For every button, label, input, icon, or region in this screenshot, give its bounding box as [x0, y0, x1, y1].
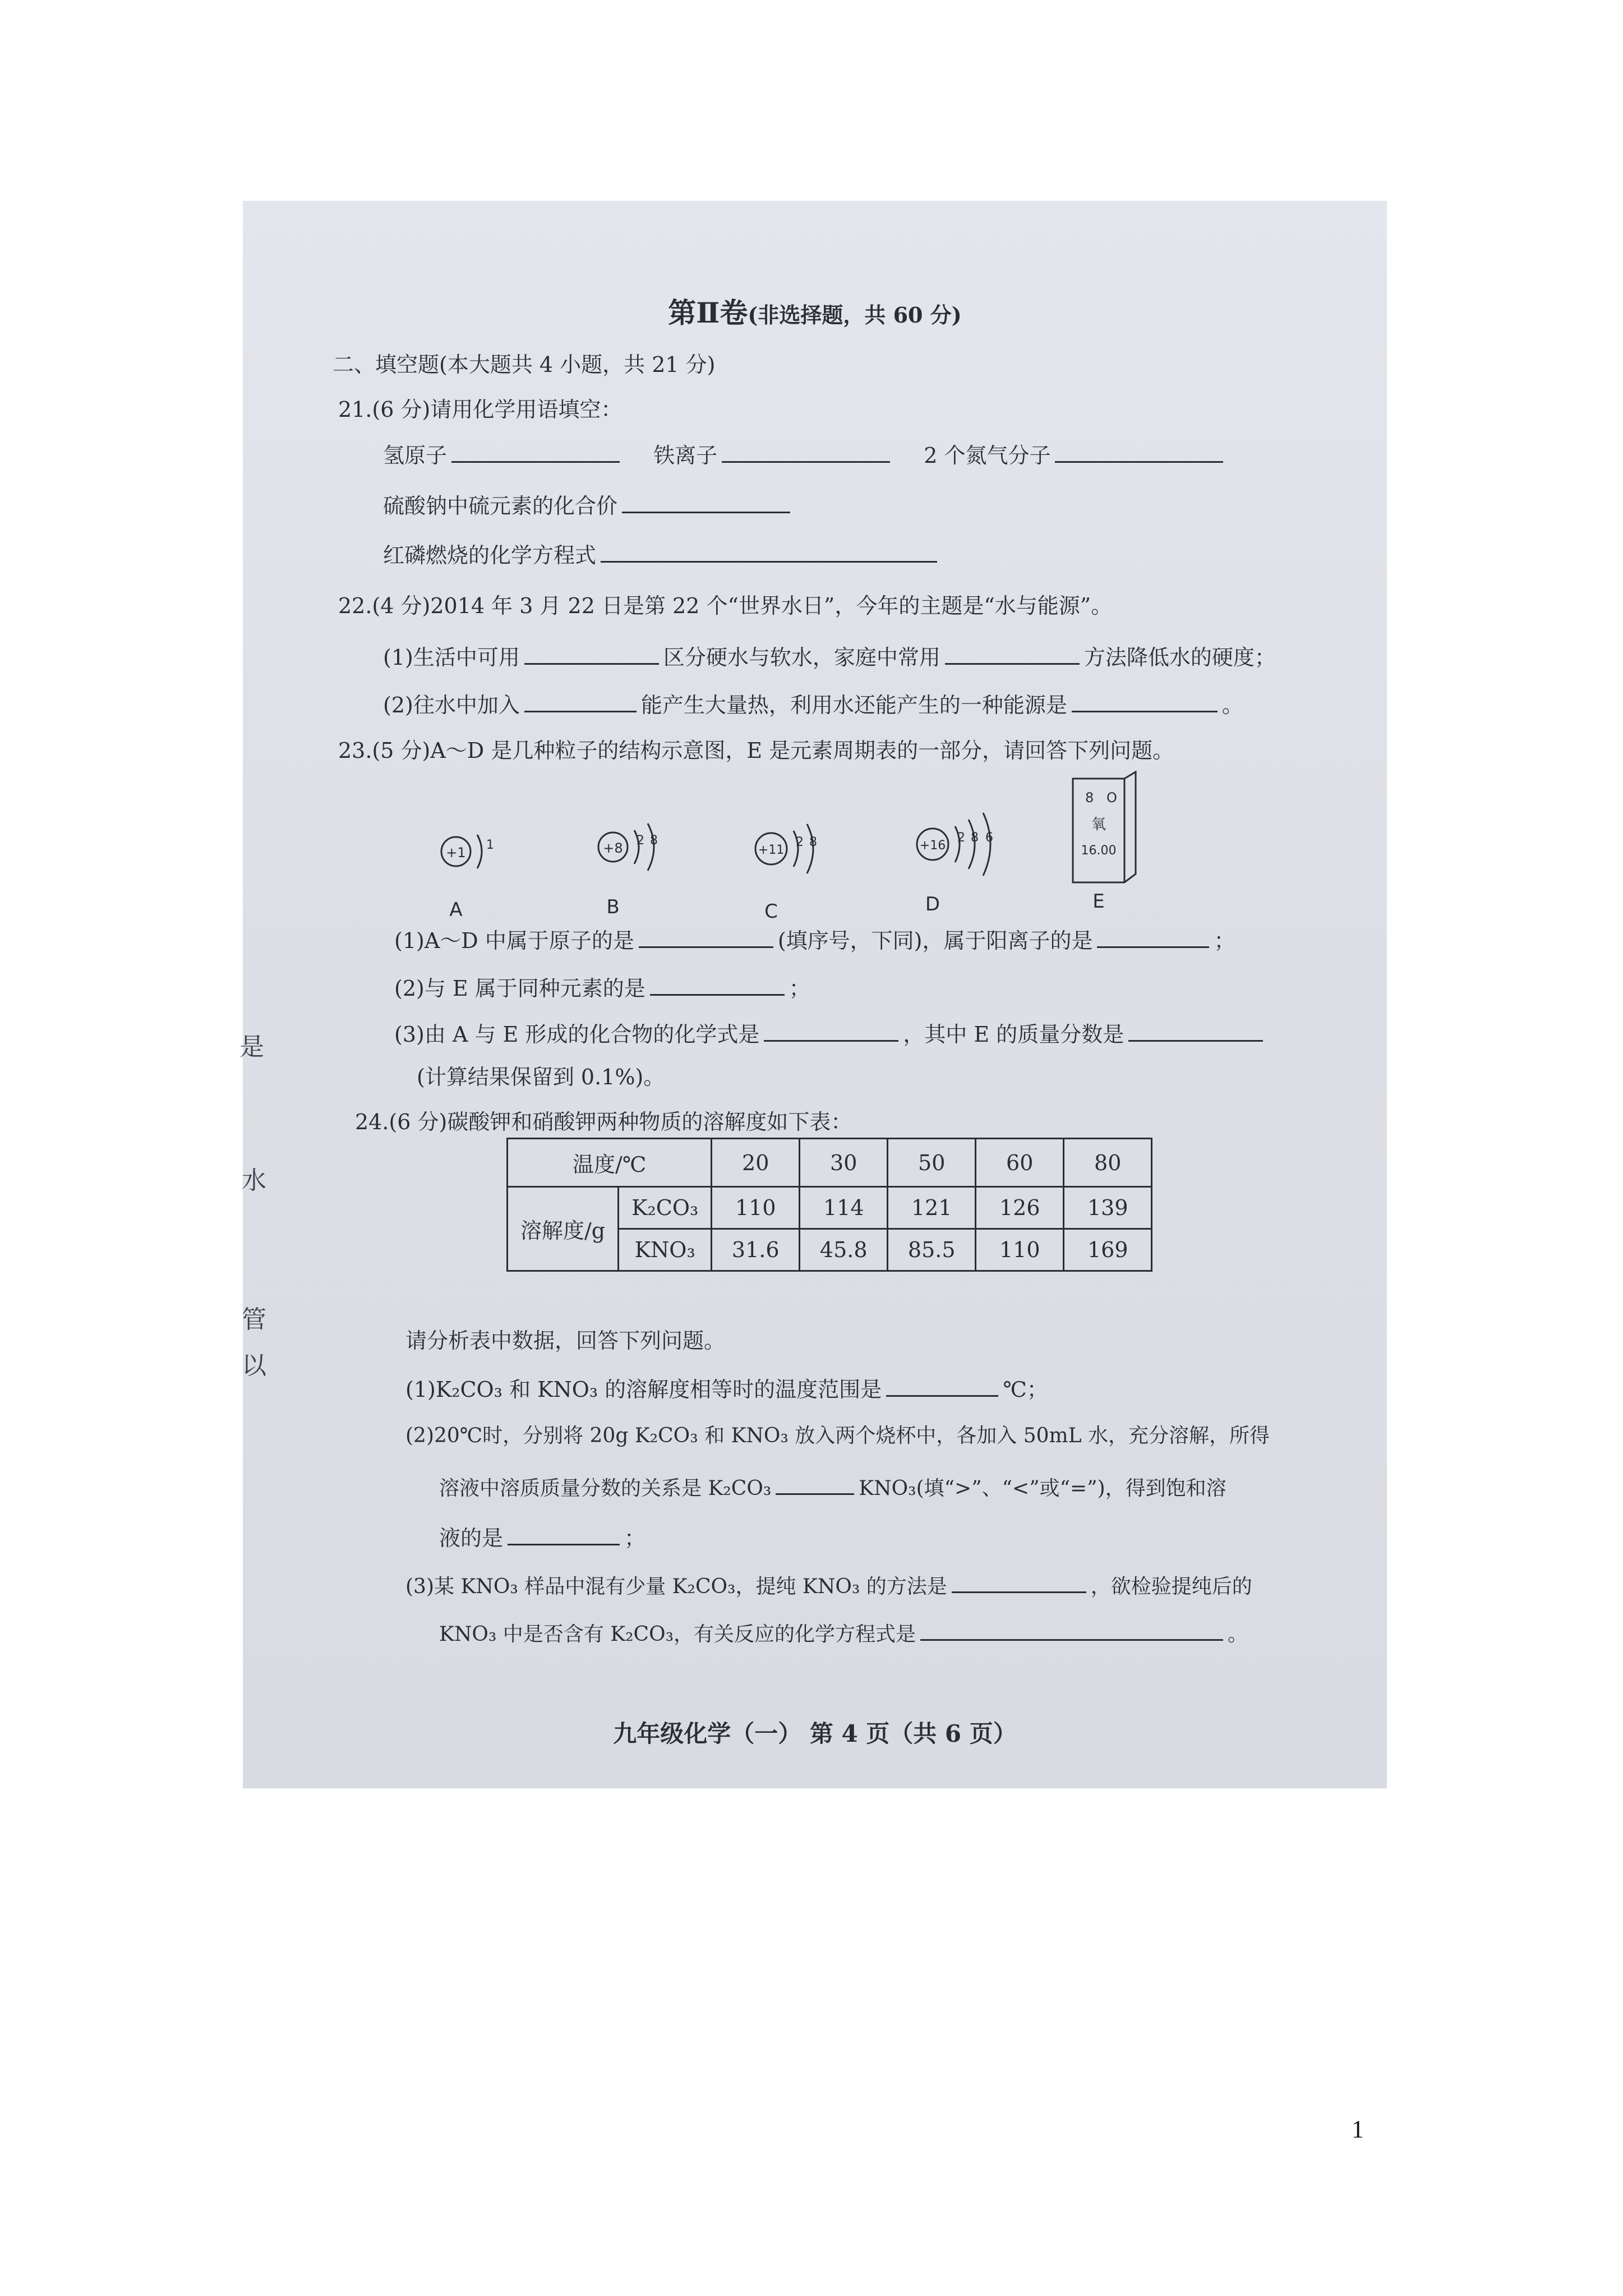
table-cell: 85.5	[888, 1229, 976, 1271]
answer-blank[interactable]	[508, 1525, 620, 1545]
heading-main: 第Ⅱ卷	[668, 296, 748, 329]
table-cell: 121	[888, 1187, 976, 1229]
table-cell: 169	[1064, 1229, 1152, 1271]
substance-name: KNO₃	[619, 1229, 712, 1271]
q24-line-6	[439, 1620, 1248, 1646]
answer-blank[interactable]	[1072, 692, 1218, 712]
page-footer: 九年级化学（一） 第 4 页（共 6 页）	[613, 1720, 1017, 1747]
q24-p2-text-b: 溶液中溶质质量分数的关系是 K₂CO₃	[439, 1477, 772, 1500]
temperature-header: 温度/℃	[508, 1139, 712, 1187]
answer-blank[interactable]	[722, 442, 890, 463]
q21-line-a	[383, 442, 1228, 469]
solubility-table	[506, 1138, 1152, 1272]
particle-structure-diagram	[428, 767, 1269, 924]
answer-blank[interactable]	[886, 1376, 998, 1397]
q22-p2-text-b: 能产生大量热，利用水还能产生的一种能源是	[640, 693, 1067, 717]
q23-line-2	[394, 975, 810, 1002]
answer-blank[interactable]	[945, 644, 1080, 665]
answer-blank[interactable]	[639, 927, 773, 948]
q24-line-3	[439, 1474, 1227, 1501]
cell-name: 氧	[1091, 816, 1106, 833]
q21-iron-ion: 铁离子	[653, 443, 718, 468]
table-cell: 80	[1064, 1139, 1152, 1187]
answer-blank[interactable]	[920, 1620, 1223, 1641]
q23-line-4: (计算结果保留到 0.1%)。	[417, 1065, 665, 1089]
q21-sulfur-valence: 硫酸钠中硫元素的化合价	[383, 494, 618, 518]
q24-p2-text-c: KNO₃(填“>”、“<”或“=”)，得到饱和溶	[859, 1477, 1227, 1500]
particle-diagrams-svg	[428, 767, 1269, 924]
q22-p2-text-c: 。	[1221, 693, 1243, 717]
q24-stem: 24.(6 分)碳酸钾和硝酸钾两种物质的溶解度如下表：	[355, 1110, 852, 1134]
q24-line-4	[439, 1525, 645, 1552]
answer-blank[interactable]	[601, 542, 937, 563]
q24-intro: 请分析表中数据，回答下列问题。	[405, 1328, 726, 1353]
nucleus-a: +1	[446, 845, 466, 861]
q23-line-1	[394, 927, 1235, 954]
q24-p3-text-b: ，欲检验提纯后的	[1090, 1575, 1252, 1598]
shell-d-1: 2	[957, 831, 965, 845]
q23-p3-text-b: ，其中 E 的质量分数是	[903, 1022, 1124, 1047]
q23-p2-text-b: ；	[789, 976, 810, 1001]
answer-blank[interactable]	[1055, 442, 1223, 463]
table-cell: 114	[800, 1187, 888, 1229]
q21-phosphorus-equation: 红磷燃烧的化学方程式	[383, 543, 597, 568]
nucleus-b: +8	[603, 840, 623, 856]
shell-c-2: 8	[809, 835, 817, 849]
nucleus-d: +16	[919, 839, 946, 853]
label-a: A	[449, 899, 463, 921]
shell-d-2: 8	[971, 831, 979, 845]
table-cell: 30	[800, 1139, 888, 1187]
particle-a	[441, 835, 494, 921]
label-b: B	[606, 896, 620, 918]
q24-p1-text-b: ℃；	[1003, 1377, 1048, 1402]
label-d: D	[925, 893, 940, 915]
shell-b-1: 2	[637, 834, 644, 848]
table-cell: 60	[976, 1139, 1064, 1187]
page-number: 1	[1352, 2115, 1364, 2143]
answer-blank[interactable]	[1128, 1021, 1263, 1042]
q23-p1-text-b: (填序号，下同)，属于阳离子的是	[777, 928, 1093, 953]
q24-p2-text-e: ；	[624, 1526, 646, 1550]
answer-blank[interactable]	[650, 975, 785, 996]
table-cell: 126	[976, 1187, 1064, 1229]
q22-p1-text-c: 方法降低水的硬度；	[1083, 645, 1276, 670]
table-cell: 45.8	[800, 1229, 888, 1271]
q24-line-1	[405, 1376, 1048, 1403]
answer-blank[interactable]	[524, 644, 659, 665]
table-cell: 31.6	[712, 1229, 800, 1271]
q22-p1-text-b: 区分硬水与软水，家庭中常用	[663, 645, 940, 670]
q23-p3-text-a: (3)由 A 与 E 形成的化合物的化学式是	[394, 1022, 760, 1047]
cell-symbol: O	[1106, 790, 1117, 806]
shell-a-1: 1	[486, 838, 494, 852]
q22-stem: 22.(4 分)2014 年 3 月 22 日是第 22 个“世界水日”，今年的主题是“水与能源”。	[338, 593, 1113, 618]
substance-name: K₂CO₃	[619, 1187, 712, 1229]
heading-sub: (非选择题，共 60 分)	[748, 302, 962, 328]
q23-line-3	[394, 1021, 1267, 1048]
q21-stem: 21.(6 分)请用化学用语填空：	[338, 397, 623, 422]
label-c: C	[764, 900, 778, 923]
side-fragment-1: 是	[239, 1033, 264, 1061]
q24-p1-text-a: (1)K₂CO₃ 和 KNO₃ 的溶解度相等时的温度范围是	[405, 1377, 882, 1402]
q23-p1-text-a: (1)A～D 中属于原子的是	[394, 928, 634, 953]
side-fragment-3: 管	[242, 1305, 266, 1334]
q23-p1-text-c: ；	[1214, 928, 1235, 953]
solubility-header: 溶解度/g	[508, 1187, 619, 1271]
table-cell: 50	[888, 1139, 976, 1187]
answer-blank[interactable]	[952, 1572, 1086, 1593]
nucleus-c: +11	[758, 843, 785, 857]
side-fragment-2: 水	[242, 1166, 266, 1195]
cell-atomic-number: 8	[1085, 790, 1094, 806]
answer-blank[interactable]	[524, 692, 637, 712]
q22-p2-text-a: (2)往水中加入	[383, 693, 520, 717]
q24-p3-text-c: KNO₃ 中是否含有 K₂CO₃，有关反应的化学方程式是	[439, 1623, 916, 1646]
periodic-table-cell-e	[1073, 772, 1136, 913]
shell-d-3: 6	[985, 831, 993, 845]
q21-nitrogen-molecules: 2 个氮气分子	[924, 443, 1051, 468]
particle-d	[917, 813, 993, 915]
q22-line-1	[383, 644, 1276, 671]
table-cell: 139	[1064, 1187, 1152, 1229]
q24-p2-text-d: 液的是	[439, 1526, 504, 1550]
label-e: E	[1092, 890, 1105, 913]
shell-c-1: 2	[796, 835, 804, 849]
answer-blank[interactable]	[776, 1474, 854, 1495]
q23-stem: 23.(5 分)A～D 是几种粒子的结构示意图，E 是元素周期表的一部分，请回答下列问题。	[338, 738, 1174, 763]
shell-b-2: 8	[650, 834, 658, 848]
table-row	[508, 1139, 1152, 1187]
answer-blank[interactable]	[451, 442, 620, 463]
table-cell: 110	[712, 1187, 800, 1229]
q22-line-2	[383, 692, 1243, 719]
particle-b	[598, 823, 658, 918]
answer-blank[interactable]	[1097, 927, 1209, 948]
table-cell: 20	[712, 1139, 800, 1187]
answer-blank[interactable]	[764, 1021, 898, 1042]
particle-c	[755, 824, 817, 923]
cell-mass: 16.00	[1081, 844, 1117, 858]
table-cell: 110	[976, 1229, 1064, 1271]
q21-line-c	[383, 542, 942, 569]
q24-p3-text-a: (3)某 KNO₃ 样品中混有少量 K₂CO₃，提纯 KNO₃ 的方法是	[405, 1575, 947, 1598]
q22-p1-text-a: (1)生活中可用	[383, 645, 520, 670]
answer-blank[interactable]	[622, 493, 790, 513]
exam-page-photo	[239, 201, 1387, 1788]
q24-p3-text-d: 。	[1228, 1623, 1248, 1646]
side-fragment-4: 以	[242, 1351, 266, 1380]
q24-line-5	[405, 1572, 1252, 1599]
q21-line-b	[383, 493, 795, 519]
section-heading	[243, 291, 1387, 331]
table-row	[508, 1187, 1152, 1229]
q23-p2-text-a: (2)与 E 属于同种元素的是	[394, 976, 645, 1001]
section-title: 二、填空题(本大题共 4 小题，共 21 分)	[333, 352, 716, 377]
q21-hydrogen-atom: 氢原子	[383, 443, 448, 468]
q24-line-2: (2)20℃时，分别将 20g K₂CO₃ 和 KNO₃ 放入两个烧杯中，各加入 50mL 水，充分溶解，所得	[405, 1424, 1270, 1447]
